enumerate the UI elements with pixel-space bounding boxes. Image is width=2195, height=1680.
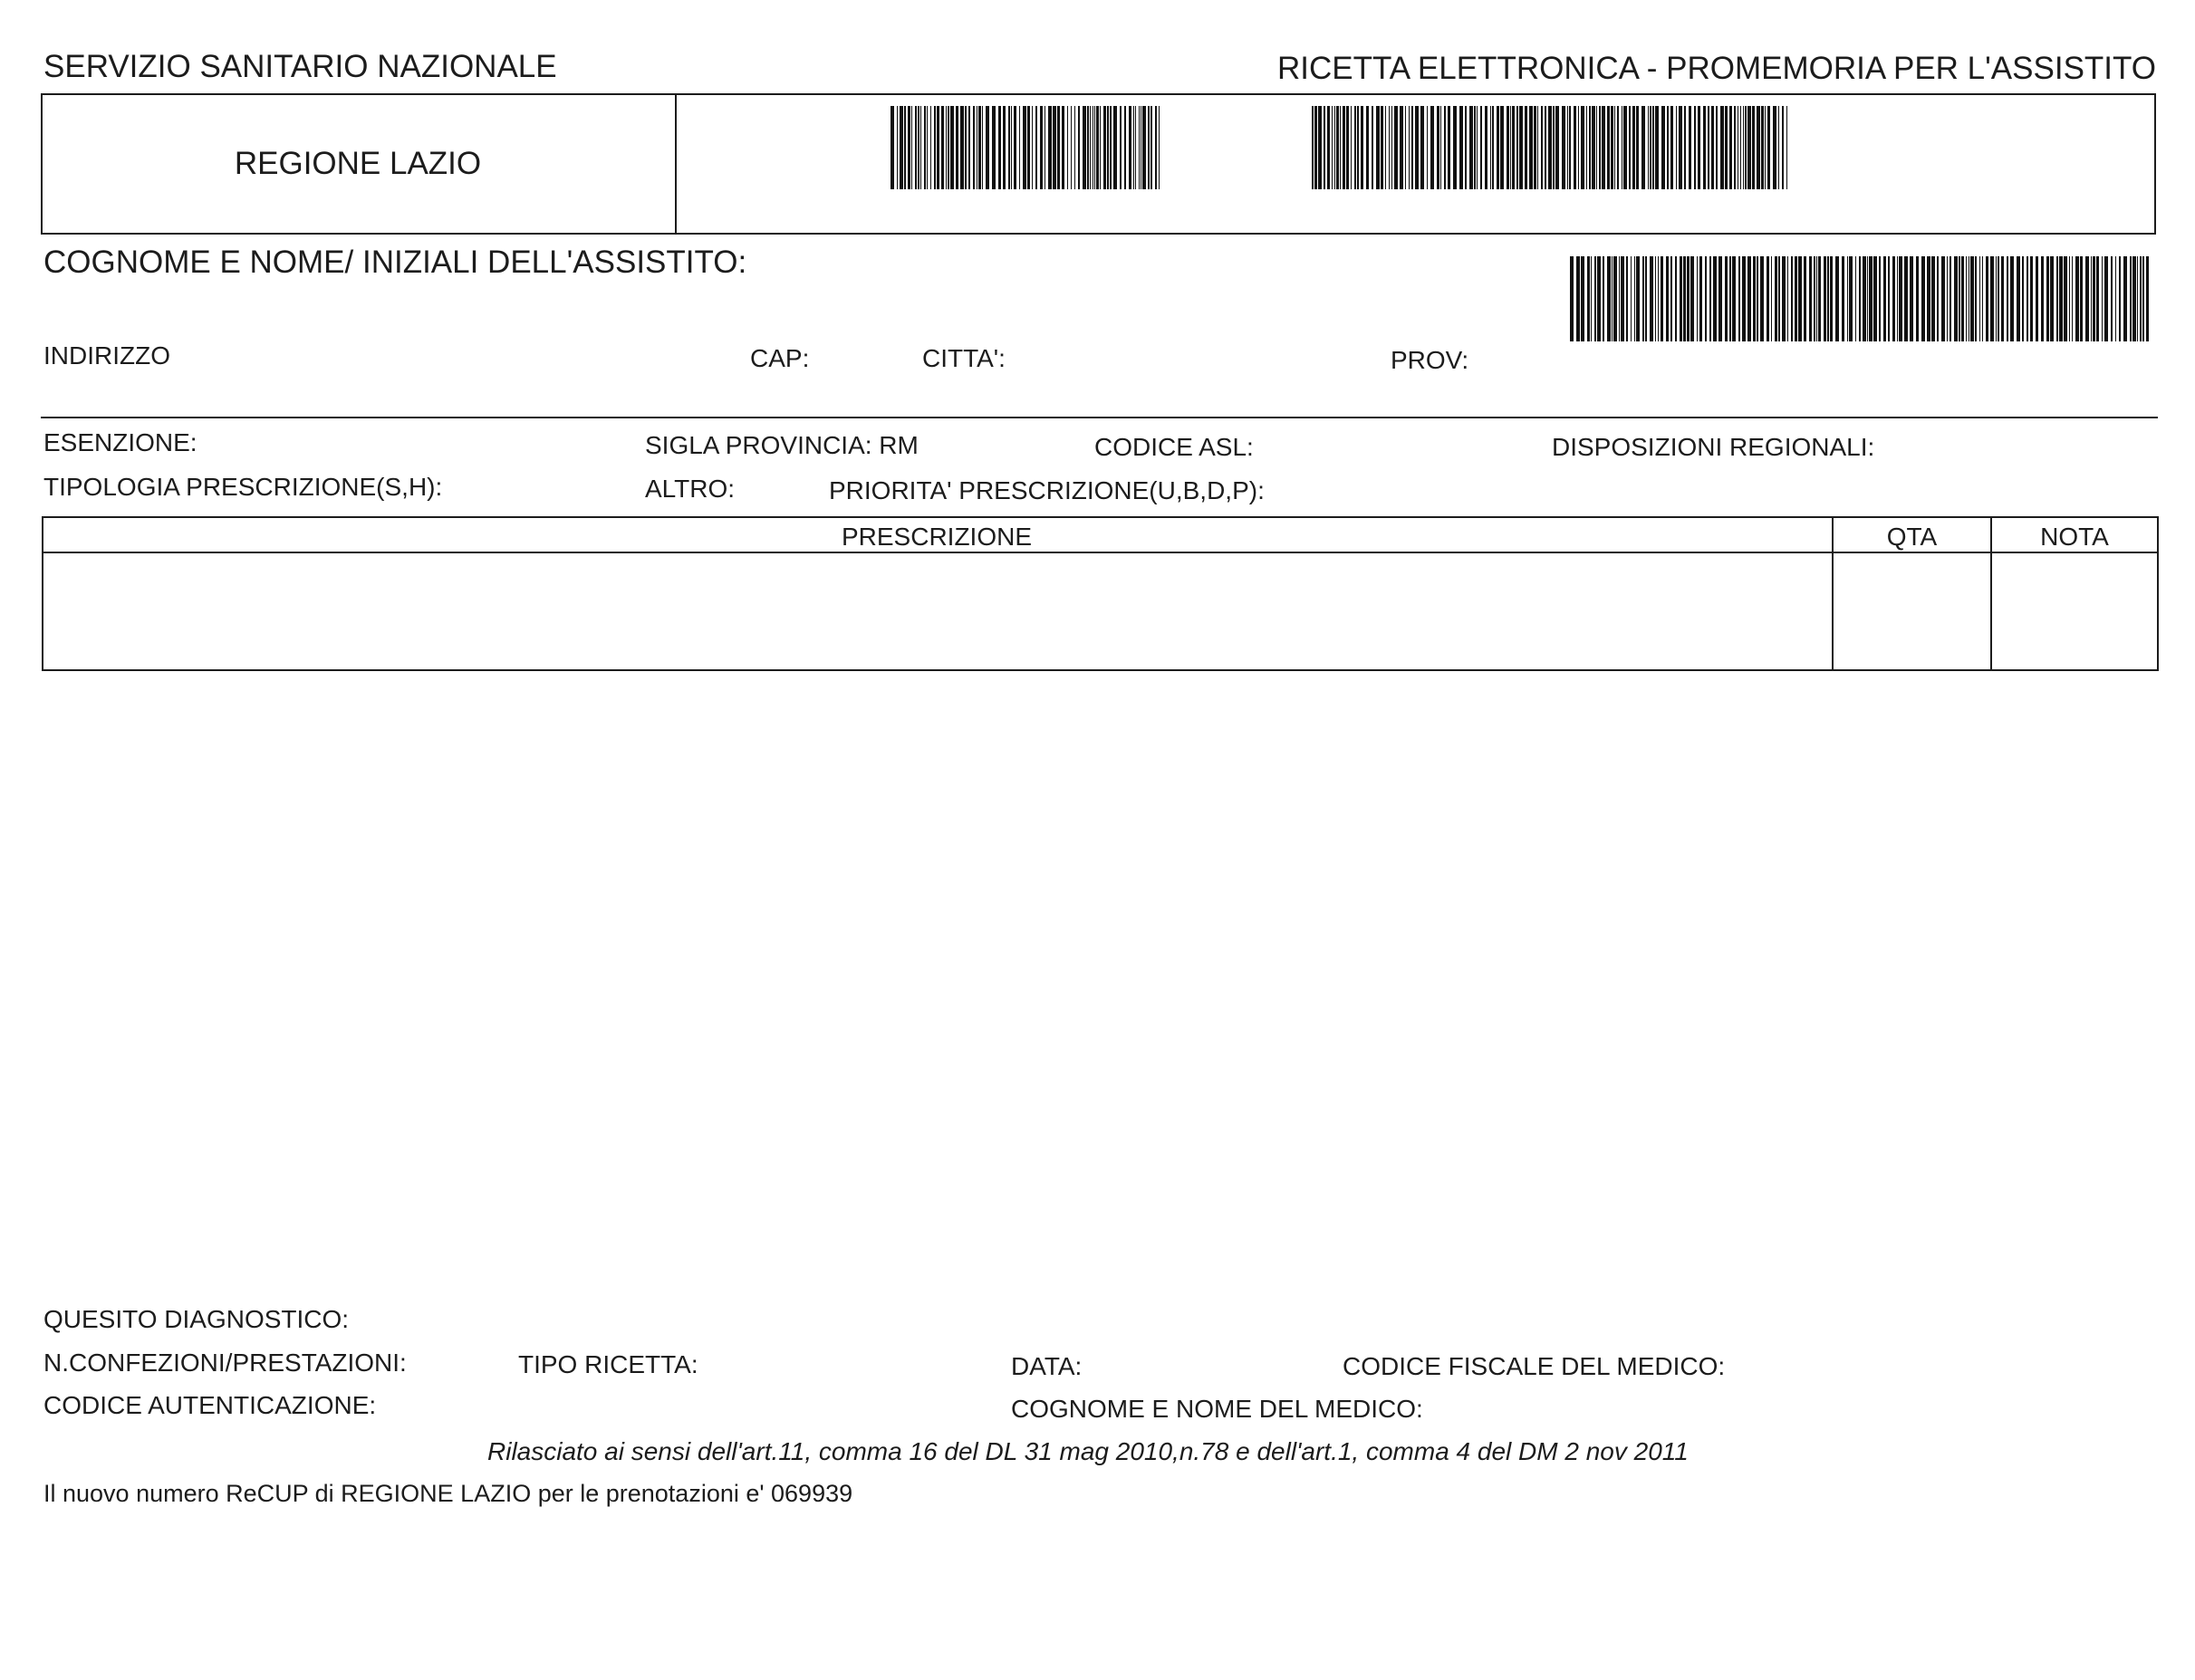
column-header-quantity: QTA — [1886, 523, 1938, 551]
doctor-tax-code-label: CODICE FISCALE DEL MEDICO: — [1343, 1352, 1726, 1380]
recup-note: Il nuovo numero ReCUP di REGIONE LAZIO per le prenotazioni e' 069939 — [43, 1480, 853, 1507]
legal-note: Rilasciato ai sensi dell'art.11, comma 16 del DL 31 mag 2010,n.78 e dell'art.1, comma 4 del DM 2 nov 2011 — [487, 1437, 1689, 1465]
table-header-divider — [42, 552, 2159, 553]
priority-label: PRIORITA' PRESCRIZIONE(U,B,D,P): — [829, 476, 1265, 504]
column-header-prescription: PRESCRIZIONE — [841, 523, 1033, 551]
regional-provisions-label: DISPOSIZIONI REGIONALI: — [1552, 433, 1875, 461]
cap-label: CAP: — [750, 344, 810, 372]
packages-label: N.CONFEZIONI/PRESTAZIONI: — [43, 1349, 407, 1377]
auth-code-label: CODICE AUTENTICAZIONE: — [43, 1391, 377, 1419]
service-title: SERVIZIO SANITARIO NAZIONALE — [43, 49, 557, 84]
exemption-label: ESENZIONE: — [43, 428, 197, 456]
asl-code-label: CODICE ASL: — [1094, 433, 1254, 461]
prescription-type-label: TIPOLOGIA PRESCRIZIONE(S,H): — [43, 473, 443, 501]
city-label: CITTA': — [922, 344, 1006, 372]
province-label: PROV: — [1391, 346, 1469, 374]
barcode-icon — [1570, 256, 2150, 341]
document-title: RICETTA ELETTRONICA - PROMEMORIA PER L'ASSISTITO — [1276, 51, 2156, 86]
column-header-note: NOTA — [2040, 523, 2109, 551]
date-label: DATA: — [1011, 1352, 1083, 1380]
address-label: INDIRIZZO — [43, 341, 170, 370]
patient-name-label: COGNOME E NOME/ INIZIALI DELL'ASSISTITO: — [43, 245, 747, 280]
region-name: REGIONE LAZIO — [234, 146, 482, 181]
barcode-icon — [891, 106, 1162, 189]
region-box-divider — [675, 93, 677, 235]
diagnostic-query-label: QUESITO DIAGNOSTICO: — [43, 1305, 350, 1333]
section-divider — [41, 417, 2158, 418]
doctor-name-label: COGNOME E NOME DEL MEDICO: — [1011, 1395, 1423, 1423]
barcode-icon — [1312, 106, 1788, 189]
recipe-type-label: TIPO RICETTA: — [518, 1350, 698, 1378]
province-code-label: SIGLA PROVINCIA: RM — [645, 431, 919, 459]
other-label: ALTRO: — [645, 475, 736, 503]
